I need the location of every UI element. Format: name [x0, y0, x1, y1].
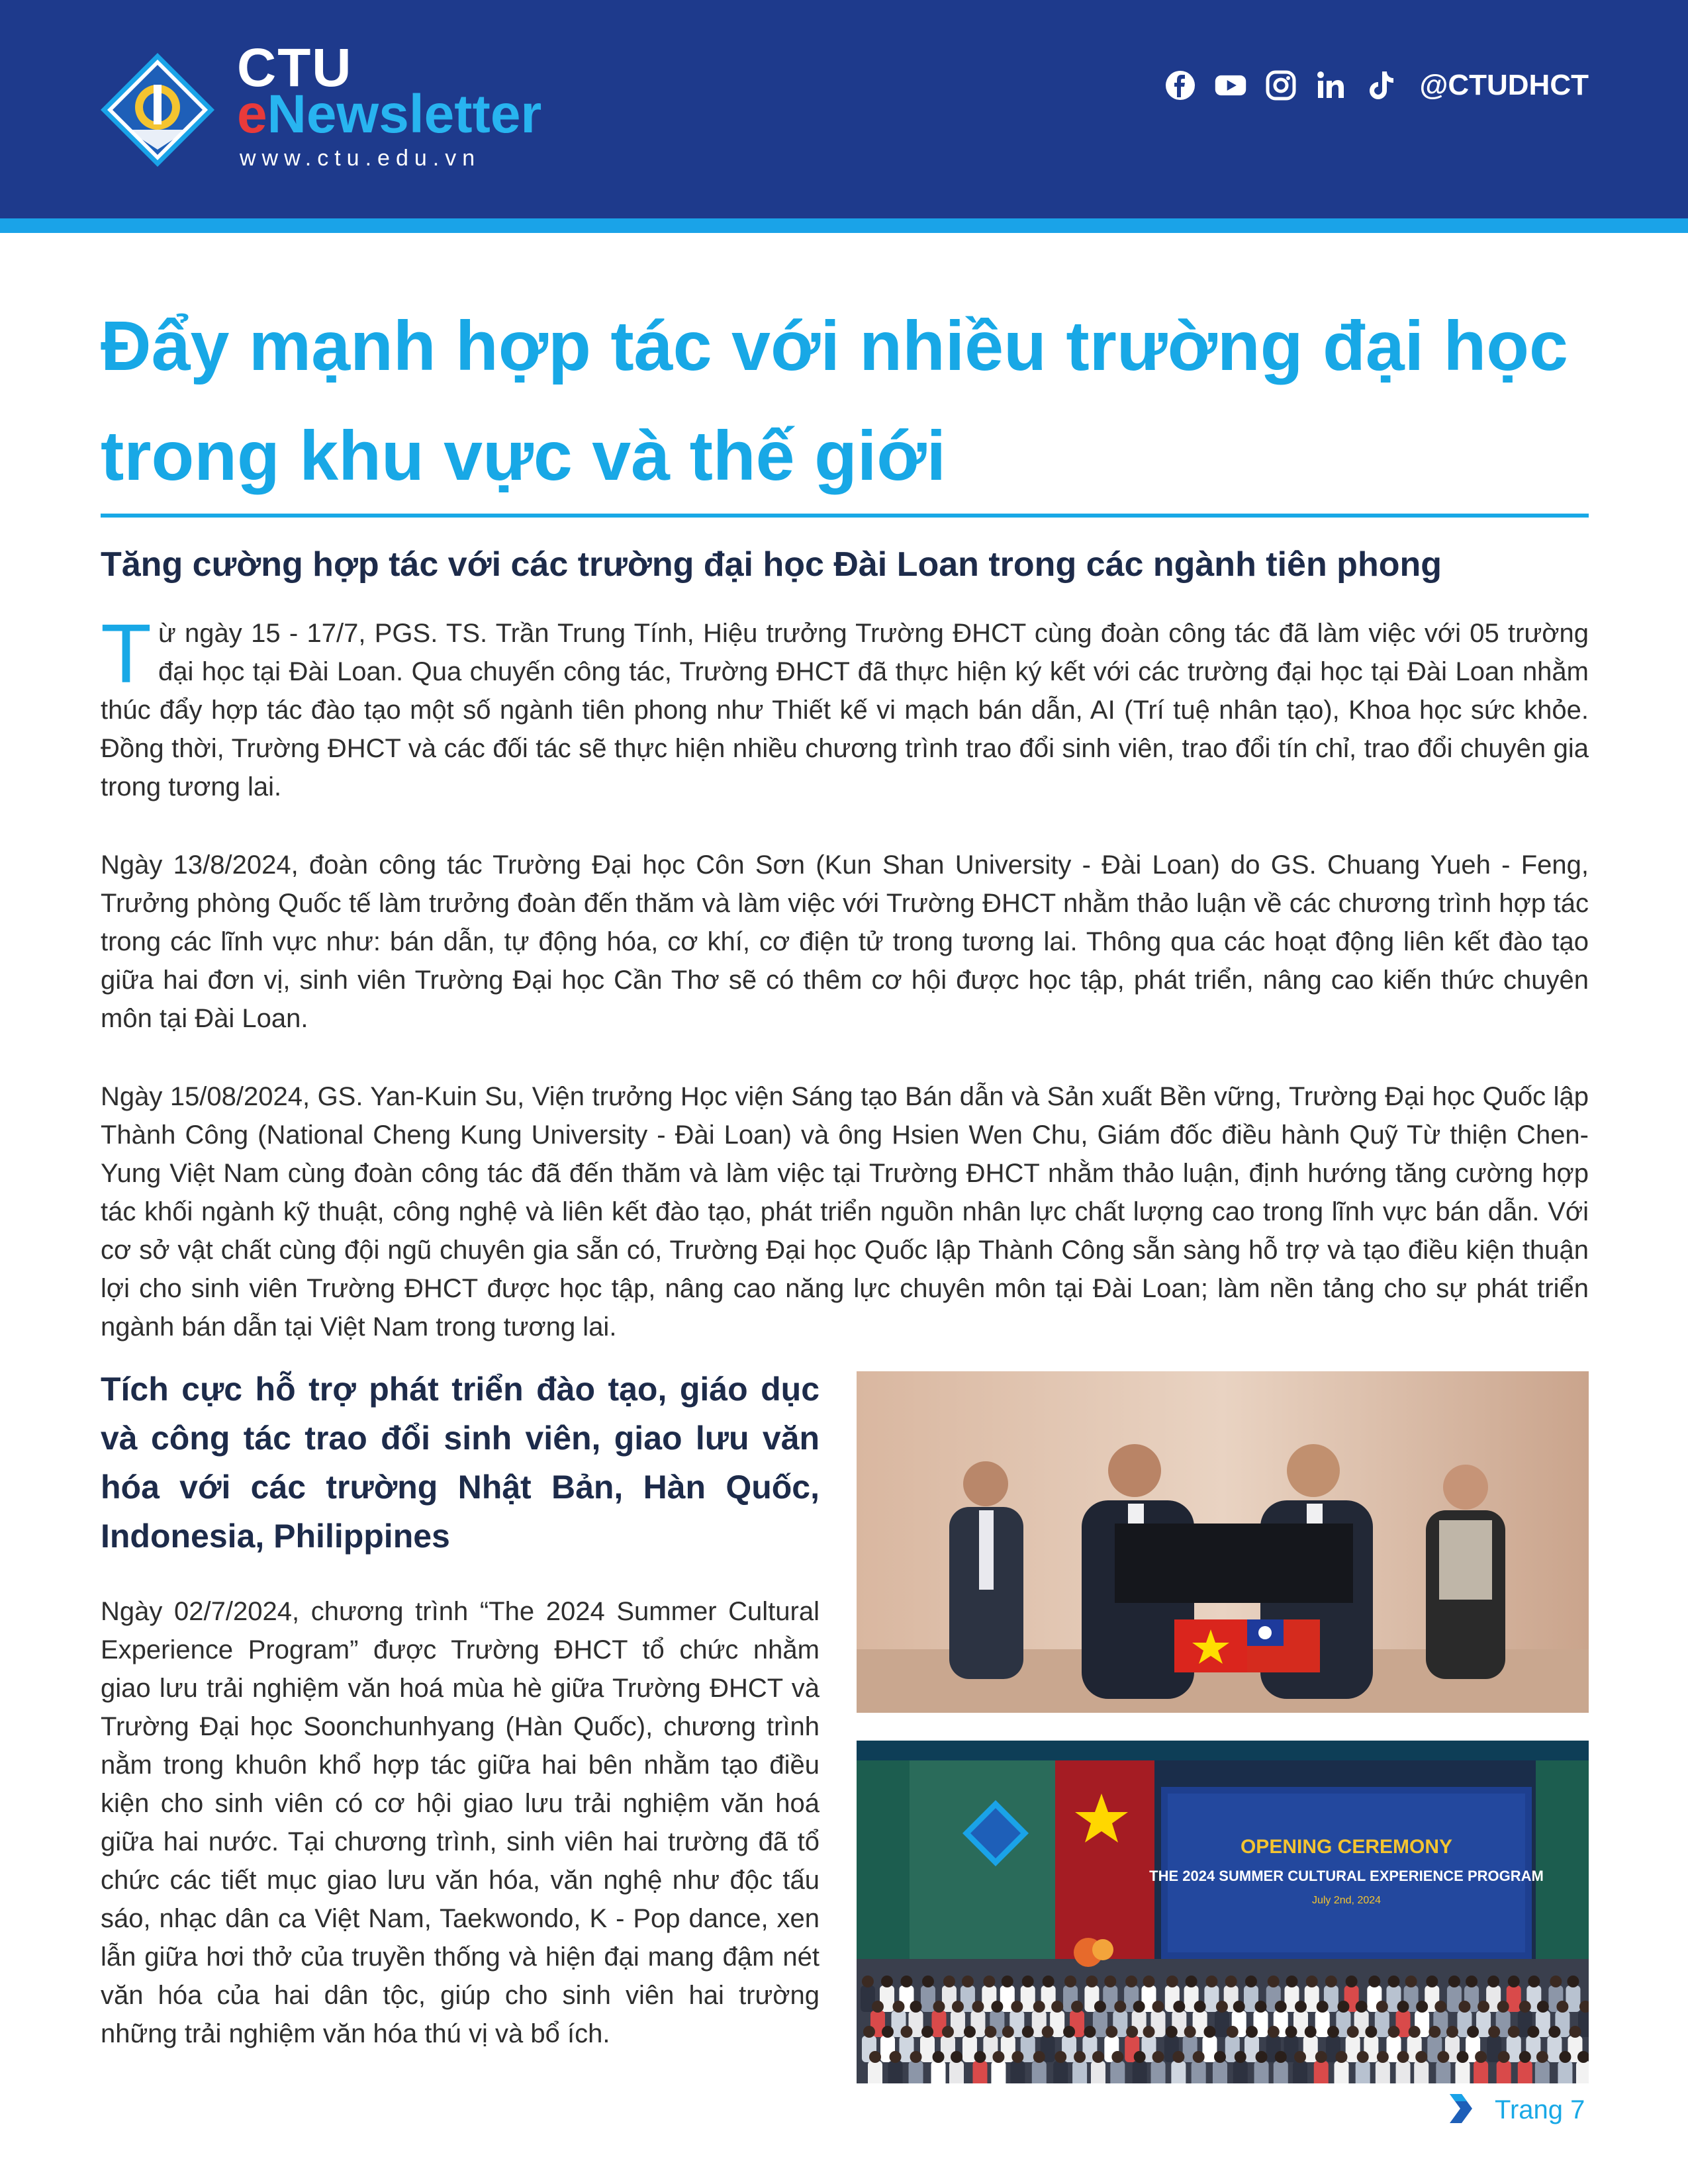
- page-number: Trang 7: [1495, 2095, 1585, 2124]
- brand-enewsletter: eNewsletter: [237, 84, 542, 144]
- newsletter-header: [0, 0, 1688, 218]
- header-stripe: [0, 218, 1688, 233]
- banner-line-2: THE 2024 SUMMER CULTURAL EXPERIENCE PROGRAM: [1149, 1868, 1544, 1884]
- page-arrow-icon: [1447, 2093, 1474, 2124]
- tiktok-icon[interactable]: [1365, 69, 1398, 102]
- linkedin-icon[interactable]: [1315, 69, 1348, 102]
- section1-paragraph-1: Từ ngày 15 - 17/7, PGS. TS. Trần Trung Tính, Hiệu trưởng Trường ĐHCT cùng đoàn công tác đã làm việc với 05 trường đại học tại Đài Loan. Qua chuyến công tác, Trường ĐHCT đã thực hiện ký kết với các trường đại học tại Đài Loan nhằm thúc đẩy hợp tác đào tạo một số ngành tiên phong như Thiết kế vi mạch bán dẫn, AI (Trí tuệ nhân tạo), Khoa học sức khỏe. Đồng thời, Trường ĐHCT và các đối tác sẽ thực hiện nhiều chương trình trao đổi sinh viên, trao đổi tín chỉ, trao đổi chuyên gia trong tương lai.: [101, 607, 1589, 801]
- facebook-icon[interactable]: [1164, 69, 1197, 102]
- social-handle[interactable]: @CTUDHCT: [1419, 69, 1589, 101]
- title-divider: [101, 514, 1589, 518]
- section2-heading: Tích cực hỗ trợ phát triển đào tạo, giáo dục và công tác trao đổi sinh viên, giao lưu văn hóa với các trường Nhật Bản, Hàn Quốc, Indonesia, Philippines: [101, 1371, 820, 1555]
- article-title: Đẩy mạnh hợp tác với nhiều trường đại học trong khu vực và thế giới: [101, 307, 1568, 495]
- section1-paragraph-3: Ngày 15/08/2024, GS. Yan-Kuin Su, Viện trưởng Học viện Sáng tạo Bán dẫn và Sản xuất Bền vững, Trường Đại học Quốc lập Thành Công (National Cheng Kung University - Đài Loan) và ông Hsien Wen Chu, Giám đốc điều hành Quỹ Từ thiện Chen-Yung Việt Nam cùng đoàn công tác đã đến thăm và làm việc tại Trường ĐHCT nhằm thảo luận, định hướng tăng cường hợp tác khối ngành kỹ thuật, công nghệ và liên kết đào tạo, phát triển nguồn nhân lực chất lượng cao trong lĩnh vực bán dẫn. Với cơ sở vật chất cùng đội ngũ chuyên gia sẵn có, Trường Đại học Quốc lập Thành Công sẵn sàng hỗ trợ và tạo điều kiện thuận lợi cho sinh viên Trường ĐHCT được học tập, nâng cao năng lực chuyên môn tại Đài Loan; làm nền tảng cho sự phát triển ngành bán dẫn tại Việt Nam trong tương lai.: [101, 1082, 1589, 1342]
- social-links: [1164, 65, 1589, 106]
- banner-line-3: July 2nd, 2024: [1311, 1895, 1382, 1906]
- instagram-icon[interactable]: [1264, 69, 1297, 102]
- section2-paragraph-1: Ngày 02/7/2024, chương trình “The 2024 Summer Cultural Experience Program” được Trường ĐHCT tổ chức nhằm giao lưu trải nghiệm văn hoá mùa hè giữa Trường ĐHCT và Trường Đại học Soonchunhyang (Hàn Quốc), chương trình nằm trong khuôn khổ hợp tác giữa hai bên nhằm tạo điều kiện cho sinh viên có cơ hội giao lưu trải nghiệm văn hoá giữa hai nước. Tại chương trình, sinh viên hai trường đã tổ chức các tiết mục giao lưu văn hóa, văn nghệ như độc tấu sáo, nhạc dân ca Việt Nam, Taekwondo, K - Pop dance, xen lẫn giữa hơi thở của truyền thống và hiện đại mang đậm nét văn hóa của hai dân tộc, giúp cho sinh viên hai trường những trải nghiệm văn hóa thú vị và bổ ích.: [101, 1597, 820, 2048]
- signing-ceremony-photo: [857, 1371, 1589, 1713]
- drop-cap: T: [101, 607, 152, 700]
- ctu-logo: [98, 50, 217, 169]
- opening-ceremony-photo: [857, 1741, 1589, 2083]
- section1-heading: Tăng cường hợp tác với các trường đại học Đài Loan trong các ngành tiên phong: [101, 545, 1442, 584]
- section1-paragraph-2: Ngày 13/8/2024, đoàn công tác Trường Đại học Côn Sơn (Kun Shan University - Đài Loan) do GS. Chuang Yueh - Feng, Trưởng phòng Quốc tế làm trưởng đoàn đến thăm và làm việc với Trường ĐHCT nhằm thảo luận về các chương trình hợp tác trong các lĩnh vực như: bán dẫn, tự động hóa, cơ khí, cơ điện tử trong tương lai. Thông qua các hoạt động liên kết đào tạo giữa hai đơn vị, sinh viên Trường Đại học Cần Thơ sẽ có thêm cơ hội được học tập, phát triển, nâng cao kiến thức chuyên môn tại Đài Loan.: [101, 850, 1589, 1033]
- youtube-icon[interactable]: [1214, 69, 1247, 102]
- website-url[interactable]: www.ctu.edu.vn: [240, 146, 481, 171]
- banner-line-1: OPENING CEREMONY: [1240, 1836, 1453, 1858]
- brand-ctu: CTU: [237, 38, 353, 98]
